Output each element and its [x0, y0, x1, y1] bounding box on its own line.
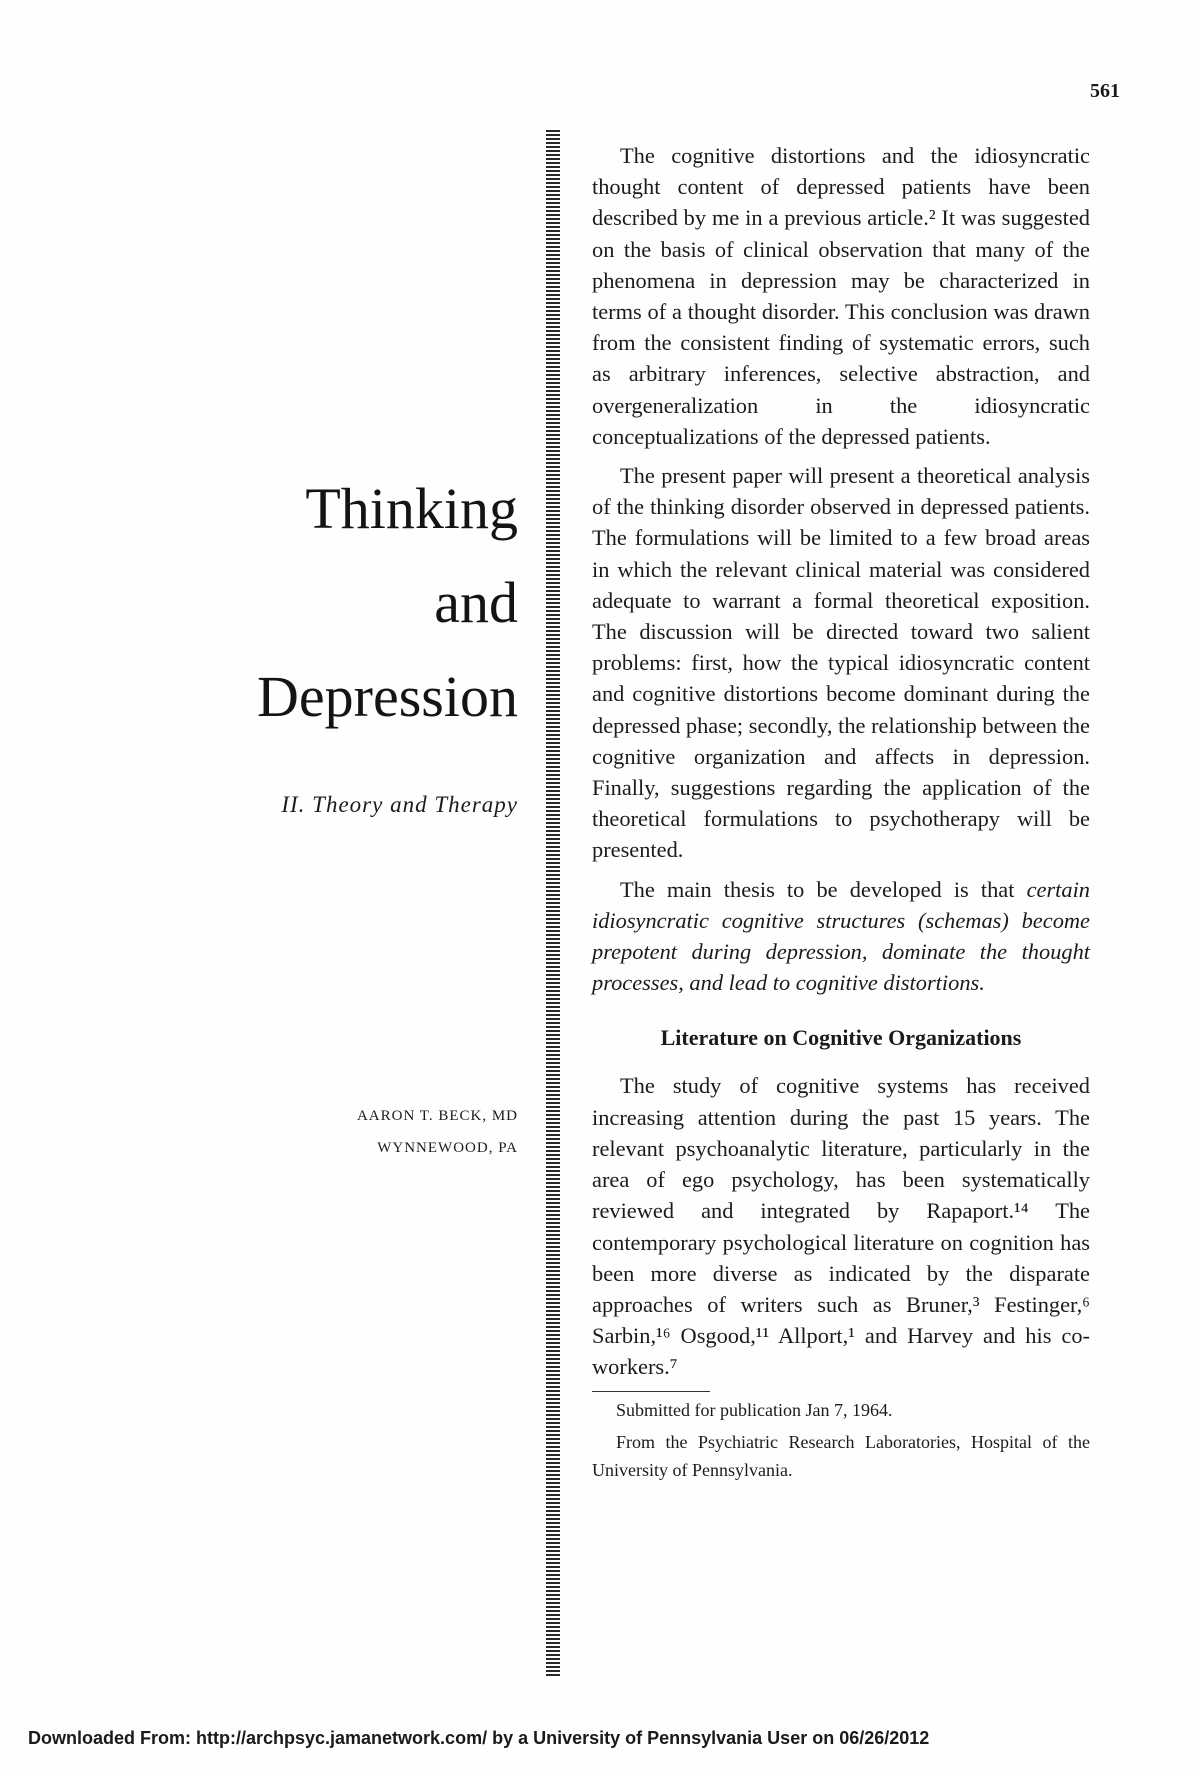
body-paragraph-3: [592, 874, 1090, 999]
download-notice: Downloaded From: http://archpsyc.jamanetwork.com/ by a University of Pennsylvania User on 06/26/2012: [28, 1728, 930, 1748]
footnotes: [592, 1396, 1090, 1484]
title-line-2: and: [434, 570, 518, 635]
title-line-1: Thinking: [305, 476, 518, 541]
footnote-submitted: Submitted for publication Jan 7, 1964.: [616, 1399, 893, 1420]
section-heading: Literature on Cognitive Organizations: [660, 1025, 1022, 1051]
article-body: [592, 140, 1090, 1488]
footnote-affiliation: From the Psychiatric Research Laboratories, Hospital of the University of Pennsylvania.: [592, 1431, 1090, 1480]
article-title: [198, 462, 518, 744]
title-line-3: Depression: [257, 664, 518, 729]
page-number: 561: [1090, 80, 1120, 102]
author-location: WYNNEWOOD, PA: [377, 1140, 518, 1156]
author-block: [198, 1100, 518, 1164]
thesis-statement: certain idiosyncratic cognitive structures (schemas) become prepotent during depression, dominate the thought processes, and lead to cognitive distortions.: [592, 876, 1090, 996]
thesis-lead: The main thesis to be developed is that: [620, 876, 1027, 902]
body-paragraph-2: The present paper will present a theoretical analysis of the thinking disorder observed in depressed patients. The formulations will be limited to a few broad areas in which the relevant clinical material was considered adequate to warrant a formal theoretical exposition. The discussion will be directed toward two salient problems: first, how the typical idiosyncratic content and cognitive distortions become dominant during the depressed phase; secondly, the relationship between the cognitive organization and affects in depression. Finally, suggestions regarding the application of the theoretical formulations to psychotherapy will be presented.: [592, 463, 1090, 863]
footnote-divider: [592, 1391, 710, 1392]
body-paragraph-1: The cognitive distortions and the idiosyncratic thought content of depressed patients have been described by me in a previous article.² It was suggested on the basis of clinical observation that many of the phenomena in depression may be characterized in terms of a thought disorder. This conclusion was drawn from the consistent finding of systematic errors, such as arbitrary inferences, selective abstraction, and overgeneralization in the idiosyncratic conceptualizations of the depressed patients.: [592, 143, 1090, 449]
author-name: AARON T. BECK, MD: [356, 1108, 518, 1124]
decorative-rule-bar: [546, 130, 560, 1678]
article-subtitle: II. Theory and Therapy: [281, 792, 518, 817]
body-paragraph-4: The study of cognitive systems has received increasing attention during the past 15 years. The relevant psychoanalytic literature, particularly in the area of ego psychology, has been systematically reviewed and integrated by Rapaport.¹⁴ The contemporary psychological literature on cognition has been more diverse as indicated by the disparate approaches of writers such as Bruner,³ Festinger,⁶ Sarbin,¹⁶ Osgood,¹¹ Allport,¹ and Harvey and his co-workers.⁷: [592, 1073, 1090, 1380]
